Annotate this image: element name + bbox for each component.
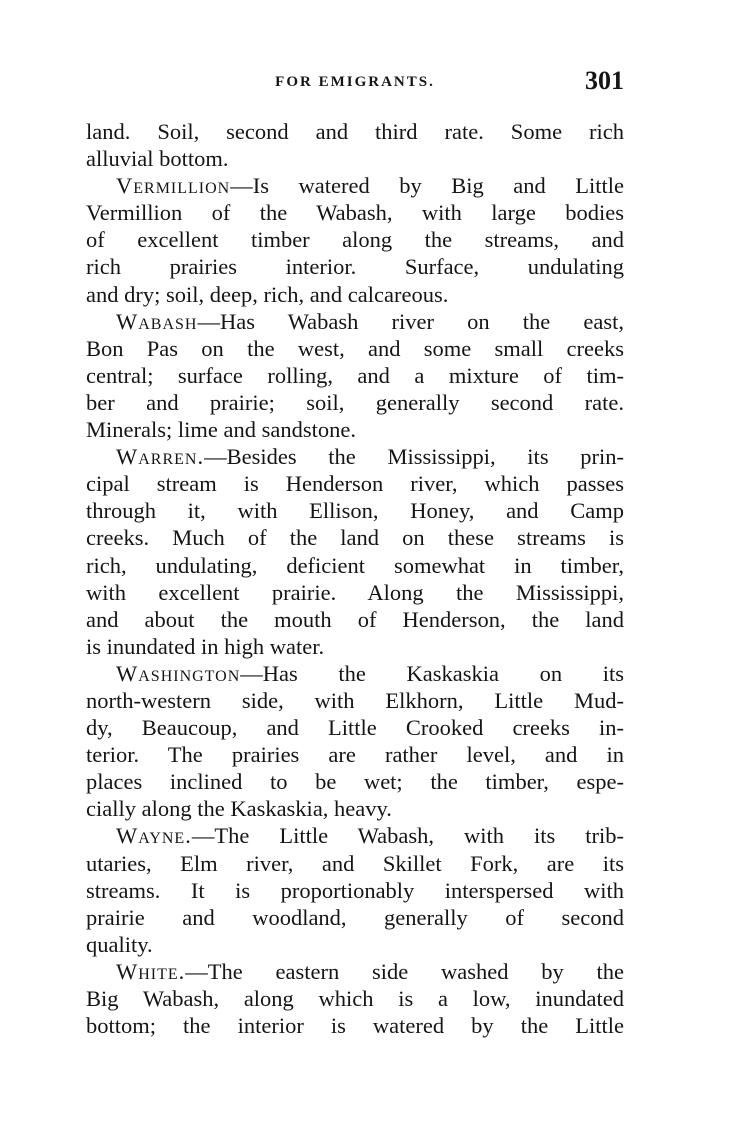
county-entry-title: Wabash <box>116 308 198 334</box>
text-line <box>86 904 624 931</box>
line-text: through it, with Ellison, Honey, and Camp <box>86 498 624 524</box>
line-text: streams. It is proportionably interspersed with <box>86 877 624 903</box>
text-line <box>86 253 624 280</box>
text-line <box>86 768 624 795</box>
text-line <box>86 822 624 849</box>
text-line <box>86 524 624 551</box>
text-line <box>86 795 624 822</box>
text-line <box>86 552 624 579</box>
line-text: places inclined to be wet; the timber, espe- <box>86 769 624 795</box>
text-line <box>86 199 624 226</box>
line-text: rich prairies interior. Surface, undulating <box>86 254 624 280</box>
line-text: —Has the Kaskaskia on its <box>240 660 624 686</box>
text-line <box>86 470 624 497</box>
county-entry-title: Wayne. <box>116 823 192 849</box>
text-line <box>86 687 624 714</box>
running-head <box>86 64 624 98</box>
text-line <box>86 308 624 335</box>
text-line <box>86 741 624 768</box>
county-entry-title: Washington <box>116 660 241 686</box>
text-line <box>86 850 624 877</box>
line-text: is inundated in high water. <box>86 633 325 659</box>
line-text: north-western side, with Elkhorn, Little Mud- <box>86 687 624 713</box>
line-text: creeks. Much of the land on these streams is <box>86 525 624 551</box>
line-text: Bon Pas on the west, and some small creeks <box>86 335 624 361</box>
line-text: utaries, Elm river, and Skillet Fork, are its <box>86 850 624 876</box>
text-line <box>86 443 624 470</box>
running-title: FOR EMIGRANTS. <box>275 74 435 90</box>
line-text: and dry; soil, deep, rich, and calcareous. <box>86 281 449 307</box>
line-text: alluvial bottom. <box>86 146 229 172</box>
text-line <box>86 985 624 1012</box>
text-line <box>86 633 624 660</box>
line-text: dy, Beaucoup, and Little Crooked creeks in- <box>86 715 624 741</box>
text-line <box>86 335 624 362</box>
text-line <box>86 579 624 606</box>
line-text: —Has Wabash river on the east, <box>197 308 624 334</box>
page-number: 301 <box>585 66 624 95</box>
text-line <box>86 497 624 524</box>
line-text: —The eastern side washed by the <box>185 958 624 984</box>
line-text: ber and prairie; soil, generally second rate. <box>86 389 624 415</box>
line-text: Big Wabash, along which is a low, inundated <box>86 986 624 1011</box>
line-text: of excellent timber along the streams, and <box>86 227 624 253</box>
text-line <box>86 145 624 172</box>
text-line <box>86 1012 624 1039</box>
line-text: bottom; the interior is watered by the Little <box>86 1013 624 1039</box>
line-text: central; surface rolling, and a mixture of tim- <box>86 362 624 388</box>
text-line <box>86 714 624 741</box>
line-text: —Besides the Mississippi, its prin- <box>204 444 624 470</box>
text-line <box>86 362 624 389</box>
line-text: quality. <box>86 931 153 957</box>
line-text: Minerals; lime and sandstone. <box>86 417 356 443</box>
county-entry-title: Vermillion <box>116 173 231 199</box>
line-text: rich, undulating, deficient somewhat in timber, <box>86 552 624 578</box>
text-line <box>86 226 624 253</box>
line-text: land. Soil, second and third rate. Some rich <box>86 119 624 144</box>
line-text: cipal stream is Henderson river, which passes <box>86 471 624 497</box>
line-text: terior. The prairies are rather level, and in <box>86 742 624 768</box>
text-line <box>86 172 624 199</box>
text-line <box>86 118 624 145</box>
body-text <box>86 118 624 1039</box>
text-line <box>86 660 624 687</box>
text-line <box>86 958 624 985</box>
text-line <box>86 931 624 958</box>
line-text: Vermillion of the Wabash, with large bodies <box>86 200 624 226</box>
county-entry-title: White. <box>116 958 186 984</box>
line-text: and about the mouth of Henderson, the land <box>86 606 624 632</box>
line-text: —Is watered by Big and Little <box>230 173 624 199</box>
line-text: —The Little Wabash, with its trib- <box>191 823 624 849</box>
line-text: with excellent prairie. Along the Mississippi, <box>86 579 624 605</box>
line-text: prairie and woodland, generally of second <box>86 904 624 930</box>
county-entry-title: Warren. <box>116 444 205 470</box>
text-line <box>86 281 624 308</box>
line-text: cially along the Kaskaskia, heavy. <box>86 796 392 822</box>
text-line <box>86 416 624 443</box>
text-line <box>86 877 624 904</box>
text-line <box>86 389 624 416</box>
text-line <box>86 606 624 633</box>
